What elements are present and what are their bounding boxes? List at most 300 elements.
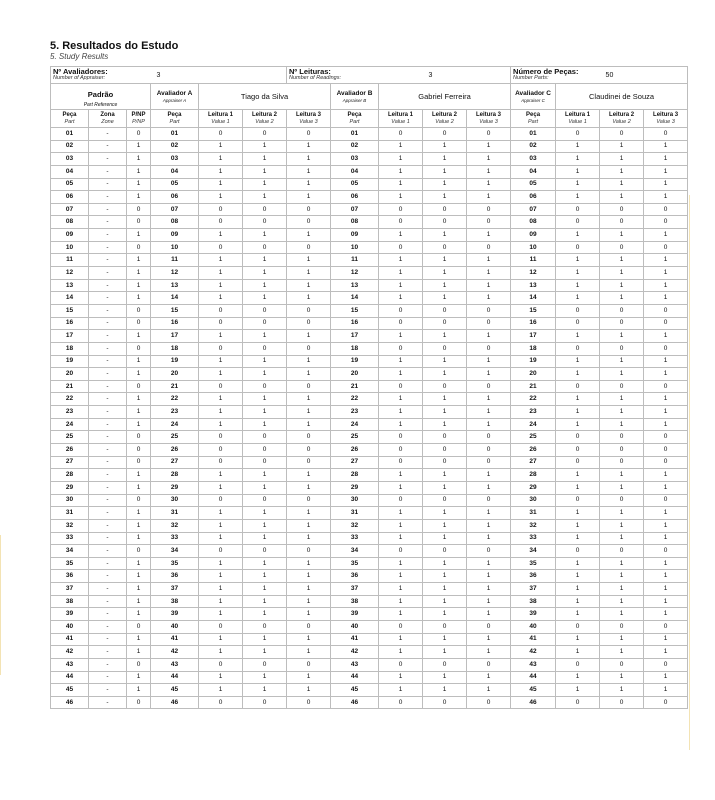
col-c-r1-header xyxy=(556,110,600,128)
appraiser-c-reading-2: 1 xyxy=(600,292,644,305)
col-part-header xyxy=(51,110,89,128)
table-row xyxy=(51,216,688,229)
table-row xyxy=(51,406,688,419)
reference-cell: 1 xyxy=(127,684,151,697)
appraiser-a-reading-2: 0 xyxy=(243,342,287,355)
appraiser-c-reading-3: 0 xyxy=(644,342,688,355)
table-row xyxy=(51,267,688,280)
appraiser-b-part-cell: 39 xyxy=(331,608,379,621)
appraiser-c-reading-2: 1 xyxy=(600,153,644,166)
appraiser-a-reading-3: 1 xyxy=(287,583,331,596)
part-cell: 11 xyxy=(51,254,89,267)
part-cell: 04 xyxy=(51,165,89,178)
appraiser-b-part-cell: 38 xyxy=(331,595,379,608)
appraiser-a-reading-3: 1 xyxy=(287,406,331,419)
appraiser-a-reading-3: 1 xyxy=(287,595,331,608)
appraiser-c-name: Claudinei de Souza xyxy=(556,84,688,110)
col-c-r2-header xyxy=(600,110,644,128)
appraiser-a-reading-2: 1 xyxy=(243,481,287,494)
appraiser-c-part-cell: 31 xyxy=(511,507,556,520)
reference-cell: 1 xyxy=(127,254,151,267)
table-row xyxy=(51,368,688,381)
zone-cell: - xyxy=(89,203,127,216)
appraiser-a-reading-3: 1 xyxy=(287,557,331,570)
appraiser-b-reading-3: 1 xyxy=(467,646,511,659)
appraiser-c-part-cell: 35 xyxy=(511,557,556,570)
margin-line-left xyxy=(0,535,1,675)
appraiser-c-reading-3: 1 xyxy=(644,267,688,280)
appraiser-b-reading-2: 1 xyxy=(423,646,467,659)
appraiser-a-part-cell: 17 xyxy=(151,330,199,343)
table-row xyxy=(51,279,688,292)
appraiser-a-reading-1: 1 xyxy=(199,633,243,646)
meta-row xyxy=(51,67,688,84)
part-cell: 01 xyxy=(51,128,89,141)
appraiser-a-reading-3: 1 xyxy=(287,608,331,621)
appraiser-a-reading-2: 1 xyxy=(243,330,287,343)
appraiser-a-part-cell: 29 xyxy=(151,481,199,494)
col-c-r3-header xyxy=(644,110,688,128)
reference-cell: 1 xyxy=(127,153,151,166)
appraiser-b-part-cell: 22 xyxy=(331,393,379,406)
appraiser-b-reading-1: 0 xyxy=(379,444,423,457)
appraiser-c-reading-1: 0 xyxy=(556,128,600,141)
appraiser-a-reading-1: 1 xyxy=(199,595,243,608)
appraiser-a-reading-2: 1 xyxy=(243,646,287,659)
appraiser-a-reading-2: 1 xyxy=(243,267,287,280)
zone-cell: - xyxy=(89,191,127,204)
appraiser-c-reading-2: 1 xyxy=(600,481,644,494)
appraiser-c-reading-3: 0 xyxy=(644,203,688,216)
part-cell: 09 xyxy=(51,229,89,242)
appraiser-b-reading-3: 1 xyxy=(467,507,511,520)
parts-value: 50 xyxy=(600,67,688,84)
appraiser-c-part-cell: 13 xyxy=(511,279,556,292)
appraiser-c-reading-3: 1 xyxy=(644,254,688,267)
appraiser-b-reading-2: 1 xyxy=(423,557,467,570)
appraiser-c-reading-2: 1 xyxy=(600,267,644,280)
appraiser-b-reading-1: 1 xyxy=(379,519,423,532)
appraiser-b-reading-1: 0 xyxy=(379,317,423,330)
appraiser-c-reading-1: 0 xyxy=(556,456,600,469)
appraiser-c-reading-2: 0 xyxy=(600,620,644,633)
column-sublabel: Part xyxy=(349,118,360,125)
appraiser-b-reading-2: 1 xyxy=(423,279,467,292)
zone-cell: - xyxy=(89,406,127,419)
reference-cell: 1 xyxy=(127,583,151,596)
zone-cell: - xyxy=(89,494,127,507)
zone-cell: - xyxy=(89,216,127,229)
appraiser-b-reading-2: 1 xyxy=(423,368,467,381)
appraiser-c-reading-2: 1 xyxy=(600,165,644,178)
column-label: Leitura 3 xyxy=(653,111,679,118)
table-row xyxy=(51,658,688,671)
table-row xyxy=(51,608,688,621)
appraiser-b-reading-1: 0 xyxy=(379,658,423,671)
column-label: Zona xyxy=(100,111,115,118)
reference-cell: 0 xyxy=(127,494,151,507)
appraiser-c-part-cell: 34 xyxy=(511,545,556,558)
appraiser-b-reading-3: 1 xyxy=(467,292,511,305)
appraiser-a-reading-1: 1 xyxy=(199,481,243,494)
appraiser-b-reading-3: 1 xyxy=(467,671,511,684)
column-sublabel: Value 2 xyxy=(255,118,274,125)
reference-cell: 1 xyxy=(127,557,151,570)
zone-cell: - xyxy=(89,620,127,633)
table-row xyxy=(51,557,688,570)
zone-cell: - xyxy=(89,292,127,305)
zone-cell: - xyxy=(89,507,127,520)
appraiser-b-reading-1: 0 xyxy=(379,620,423,633)
table-row xyxy=(51,292,688,305)
appraiser-c-part-cell: 41 xyxy=(511,633,556,646)
table-row xyxy=(51,128,688,141)
appraiser-c-reading-1: 1 xyxy=(556,254,600,267)
appraiser-a-reading-2: 0 xyxy=(243,216,287,229)
appraiser-b-part-cell: 40 xyxy=(331,620,379,633)
appraiser-c-reading-1: 1 xyxy=(556,671,600,684)
appraiser-b-part-cell: 23 xyxy=(331,406,379,419)
appraiser-b-reading-1: 0 xyxy=(379,128,423,141)
appraiser-a-reading-2: 1 xyxy=(243,507,287,520)
zone-cell: - xyxy=(89,532,127,545)
appraiser-a-reading-3: 1 xyxy=(287,178,331,191)
appraiser-b-reading-1: 0 xyxy=(379,494,423,507)
appraiser-c-reading-3: 1 xyxy=(644,178,688,191)
appraiser-b-reading-2: 0 xyxy=(423,304,467,317)
zone-cell: - xyxy=(89,393,127,406)
appraiser-a-part-cell: 23 xyxy=(151,406,199,419)
appraiser-a-part-cell: 36 xyxy=(151,570,199,583)
appraiser-c-reading-3: 0 xyxy=(644,456,688,469)
appraiser-a-label: Avaliador A xyxy=(156,89,193,97)
appraiser-b-reading-1: 0 xyxy=(379,545,423,558)
appraiser-a-reading-2: 1 xyxy=(243,557,287,570)
appraiser-b-part-cell: 12 xyxy=(331,267,379,280)
part-cell: 26 xyxy=(51,444,89,457)
zone-cell: - xyxy=(89,140,127,153)
appraiser-a-part-cell: 37 xyxy=(151,583,199,596)
zone-cell: - xyxy=(89,153,127,166)
part-cell: 45 xyxy=(51,684,89,697)
appraiser-b-part-cell: 24 xyxy=(331,418,379,431)
appraiser-c-reading-2: 0 xyxy=(600,431,644,444)
appraiser-c-part-cell: 03 xyxy=(511,153,556,166)
appraiser-c-reading-1: 1 xyxy=(556,608,600,621)
column-sublabel: Part xyxy=(527,118,539,125)
appraiser-b-reading-3: 1 xyxy=(467,519,511,532)
table-row xyxy=(51,178,688,191)
appraiser-b-part-cell: 06 xyxy=(331,191,379,204)
appraiser-a-reading-3: 0 xyxy=(287,620,331,633)
appraiser-c-part-cell: 05 xyxy=(511,178,556,191)
appraiser-a-reading-3: 0 xyxy=(287,696,331,709)
appraiser-a-part-cell: 28 xyxy=(151,469,199,482)
reference-cell: 0 xyxy=(127,216,151,229)
appraiser-c-reading-1: 1 xyxy=(556,330,600,343)
appraiser-c-reading-3: 1 xyxy=(644,406,688,419)
appraiser-c-reading-1: 0 xyxy=(556,241,600,254)
appraiser-c-reading-1: 0 xyxy=(556,304,600,317)
part-cell: 10 xyxy=(51,241,89,254)
appraiser-c-reading-3: 0 xyxy=(644,620,688,633)
column-sublabel: Part xyxy=(64,118,75,125)
column-label: Peça xyxy=(347,111,362,118)
appraiser-a-reading-2: 0 xyxy=(243,696,287,709)
appraiser-b-part-cell: 42 xyxy=(331,646,379,659)
appraiser-b-reading-2: 1 xyxy=(423,254,467,267)
table-row xyxy=(51,684,688,697)
zone-cell: - xyxy=(89,684,127,697)
appraiser-c-reading-3: 1 xyxy=(644,229,688,242)
appraiser-a-reading-3: 1 xyxy=(287,532,331,545)
appraiser-b-reading-3: 0 xyxy=(467,304,511,317)
appraiser-a-reading-2: 0 xyxy=(243,203,287,216)
appraiser-b-reading-2: 1 xyxy=(423,355,467,368)
part-cell: 24 xyxy=(51,418,89,431)
appraiser-b-reading-3: 1 xyxy=(467,191,511,204)
reference-cell: 0 xyxy=(127,431,151,444)
appraiser-b-reading-1: 1 xyxy=(379,633,423,646)
appraiser-b-reading-3: 1 xyxy=(467,140,511,153)
appraiser-a-reading-3: 1 xyxy=(287,140,331,153)
appraiser-b-reading-1: 1 xyxy=(379,140,423,153)
column-label: Peça xyxy=(62,111,77,118)
parts-label: Número de Peças: xyxy=(513,67,579,76)
part-cell: 18 xyxy=(51,342,89,355)
appraiser-a-reading-1: 1 xyxy=(199,178,243,191)
appraiser-c-part-cell: 32 xyxy=(511,519,556,532)
appraiser-c-part-cell: 26 xyxy=(511,444,556,457)
appraiser-a-reading-2: 1 xyxy=(243,595,287,608)
appraiser-a-reading-1: 1 xyxy=(199,153,243,166)
appraiser-c-part-cell: 28 xyxy=(511,469,556,482)
appraiser-c-reading-3: 1 xyxy=(644,330,688,343)
appraiser-b-reading-3: 0 xyxy=(467,658,511,671)
column-label: Peça xyxy=(167,111,182,118)
appraiser-a-reading-1: 1 xyxy=(199,279,243,292)
appraiser-a-reading-1: 0 xyxy=(199,304,243,317)
zone-cell: - xyxy=(89,368,127,381)
appraiser-a-reading-1: 1 xyxy=(199,368,243,381)
reference-cell: 1 xyxy=(127,140,151,153)
reference-cell: 0 xyxy=(127,241,151,254)
appraiser-c-reading-2: 0 xyxy=(600,216,644,229)
appraiser-a-reading-1: 0 xyxy=(199,317,243,330)
appraiser-b-reading-3: 0 xyxy=(467,545,511,558)
appraiser-b-reading-1: 1 xyxy=(379,507,423,520)
appraiser-c-reading-2: 1 xyxy=(600,469,644,482)
appraiser-c-reading-2: 0 xyxy=(600,342,644,355)
appraiser-b-reading-3: 1 xyxy=(467,153,511,166)
zone-cell: - xyxy=(89,317,127,330)
appraiser-a-reading-1: 1 xyxy=(199,406,243,419)
appraiser-c-reading-2: 1 xyxy=(600,570,644,583)
readings-value: 3 xyxy=(423,67,511,84)
appraiser-a-part-cell: 07 xyxy=(151,203,199,216)
appraiser-a-reading-1: 1 xyxy=(199,469,243,482)
appraiser-c-part-cell: 42 xyxy=(511,646,556,659)
zone-cell: - xyxy=(89,355,127,368)
appraiser-a-reading-3: 0 xyxy=(287,658,331,671)
appraiser-c-reading-2: 1 xyxy=(600,519,644,532)
zone-cell: - xyxy=(89,418,127,431)
appraiser-c-reading-3: 1 xyxy=(644,292,688,305)
appraiser-a-reading-2: 0 xyxy=(243,304,287,317)
table-row xyxy=(51,330,688,343)
appraiser-a-part-cell: 38 xyxy=(151,595,199,608)
column-label: Leitura 2 xyxy=(609,111,635,118)
appraiser-b-part-cell: 10 xyxy=(331,241,379,254)
appraiser-a-reading-1: 0 xyxy=(199,545,243,558)
appraiser-c-part-cell: 09 xyxy=(511,229,556,242)
appraiser-c-reading-3: 1 xyxy=(644,595,688,608)
appraiser-c-reading-2: 0 xyxy=(600,444,644,457)
table-row xyxy=(51,456,688,469)
appraiser-c-reading-3: 1 xyxy=(644,557,688,570)
reference-cell: 1 xyxy=(127,481,151,494)
appraiser-b-reading-1: 1 xyxy=(379,418,423,431)
appraiser-b-part-cell: 11 xyxy=(331,254,379,267)
appraiser-a-reading-3: 0 xyxy=(287,456,331,469)
table-row xyxy=(51,191,688,204)
appraiser-c-part-cell: 24 xyxy=(511,418,556,431)
appraiser-a-part-cell: 19 xyxy=(151,355,199,368)
reference-cell: 1 xyxy=(127,229,151,242)
appraiser-b-reading-1: 1 xyxy=(379,481,423,494)
part-cell: 44 xyxy=(51,671,89,684)
appraiser-b-part-cell: 26 xyxy=(331,444,379,457)
appraiser-b-reading-3: 1 xyxy=(467,393,511,406)
table-row xyxy=(51,229,688,242)
part-cell: 21 xyxy=(51,380,89,393)
part-cell: 33 xyxy=(51,532,89,545)
part-cell: 29 xyxy=(51,481,89,494)
appraiser-c-part-cell: 38 xyxy=(511,595,556,608)
appraiser-b-reading-3: 1 xyxy=(467,608,511,621)
appraiser-b-reading-3: 1 xyxy=(467,254,511,267)
appraiser-a-reading-3: 1 xyxy=(287,292,331,305)
table-row xyxy=(51,532,688,545)
appraiser-b-reading-2: 0 xyxy=(423,342,467,355)
appraiser-a-part-cell: 08 xyxy=(151,216,199,229)
col-b-r3-header xyxy=(467,110,511,128)
appraiser-b-reading-1: 0 xyxy=(379,456,423,469)
appraiser-b-reading-3: 1 xyxy=(467,355,511,368)
appraiser-a-reading-1: 1 xyxy=(199,330,243,343)
appraiser-b-reading-3: 0 xyxy=(467,241,511,254)
reference-cell: 1 xyxy=(127,191,151,204)
appraiser-b-reading-1: 1 xyxy=(379,671,423,684)
appraiser-a-reading-2: 1 xyxy=(243,418,287,431)
appraiser-b-reading-3: 1 xyxy=(467,178,511,191)
appraiser-b-reading-2: 1 xyxy=(423,570,467,583)
appraiser-c-reading-3: 1 xyxy=(644,393,688,406)
part-cell: 40 xyxy=(51,620,89,633)
appraiser-b-reading-3: 0 xyxy=(467,317,511,330)
appraiser-b-reading-2: 0 xyxy=(423,216,467,229)
appraiser-c-reading-2: 1 xyxy=(600,406,644,419)
appraiser-a-reading-3: 1 xyxy=(287,191,331,204)
appraiser-a-reading-3: 1 xyxy=(287,481,331,494)
appraiser-b-reading-2: 0 xyxy=(423,431,467,444)
appraiser-b-part-cell: 46 xyxy=(331,696,379,709)
appraiser-a-reading-1: 0 xyxy=(199,456,243,469)
appraiser-a-reading-2: 1 xyxy=(243,140,287,153)
appraiser-a-part-cell: 16 xyxy=(151,317,199,330)
appraiser-c-reading-1: 0 xyxy=(556,658,600,671)
appraiser-c-part-cell: 15 xyxy=(511,304,556,317)
appraiser-b-sublabel: Appraiser B xyxy=(342,97,367,103)
appraiser-a-reading-3: 1 xyxy=(287,418,331,431)
appraiser-c-reading-1: 1 xyxy=(556,418,600,431)
column-label: Leitura 1 xyxy=(565,111,591,118)
column-sublabel: Value 1 xyxy=(211,118,230,125)
zone-cell: - xyxy=(89,254,127,267)
appraiser-a-part-cell: 35 xyxy=(151,557,199,570)
appraiser-c-reading-1: 1 xyxy=(556,595,600,608)
reference-cell: 0 xyxy=(127,658,151,671)
appraiser-a-reading-1: 0 xyxy=(199,203,243,216)
appraiser-a-part-cell: 26 xyxy=(151,444,199,457)
appraiser-b-part-cell: 35 xyxy=(331,557,379,570)
appraiser-b-part-cell: 29 xyxy=(331,481,379,494)
appraiser-b-reading-1: 1 xyxy=(379,557,423,570)
appraiser-b-reading-2: 0 xyxy=(423,203,467,216)
appraiser-a-part-cell: 24 xyxy=(151,418,199,431)
appraiser-a-reading-3: 1 xyxy=(287,229,331,242)
zone-cell: - xyxy=(89,608,127,621)
table-row xyxy=(51,304,688,317)
reference-cell: 1 xyxy=(127,330,151,343)
column-label: Leitura 2 xyxy=(252,111,278,118)
appraiser-c-reading-1: 0 xyxy=(556,545,600,558)
appraiser-b-reading-3: 1 xyxy=(467,633,511,646)
appraiser-b-reading-1: 0 xyxy=(379,304,423,317)
appraiser-c-reading-3: 1 xyxy=(644,671,688,684)
appraiser-c-header xyxy=(511,84,556,110)
appraiser-b-part-cell: 17 xyxy=(331,330,379,343)
reference-cell: 0 xyxy=(127,304,151,317)
appraiser-c-reading-1: 0 xyxy=(556,203,600,216)
appraiser-b-reading-1: 0 xyxy=(379,380,423,393)
appraiser-b-reading-2: 0 xyxy=(423,658,467,671)
reference-cell: 0 xyxy=(127,342,151,355)
appraiser-c-reading-3: 0 xyxy=(644,128,688,141)
table-row xyxy=(51,595,688,608)
appraiser-a-part-cell: 43 xyxy=(151,658,199,671)
appraiser-b-reading-1: 1 xyxy=(379,355,423,368)
appraisers-value: 3 xyxy=(151,67,287,84)
appraiser-c-reading-1: 1 xyxy=(556,191,600,204)
appraiser-b-reading-2: 1 xyxy=(423,178,467,191)
table-row xyxy=(51,165,688,178)
appraiser-c-reading-2: 1 xyxy=(600,646,644,659)
appraiser-a-reading-1: 1 xyxy=(199,671,243,684)
appraiser-a-name: Tiago da Silva xyxy=(199,84,331,110)
appraiser-a-reading-1: 1 xyxy=(199,532,243,545)
appraiser-c-reading-2: 1 xyxy=(600,330,644,343)
appraiser-a-reading-1: 0 xyxy=(199,620,243,633)
appraiser-c-reading-1: 1 xyxy=(556,368,600,381)
col-a-part-header xyxy=(151,110,199,128)
appraiser-b-part-cell: 09 xyxy=(331,229,379,242)
appraiser-b-reading-3: 1 xyxy=(467,570,511,583)
appraiser-b-label: Avaliador B xyxy=(336,89,373,97)
reference-cell: 0 xyxy=(127,380,151,393)
appraiser-c-reading-1: 1 xyxy=(556,406,600,419)
reference-cell: 1 xyxy=(127,393,151,406)
